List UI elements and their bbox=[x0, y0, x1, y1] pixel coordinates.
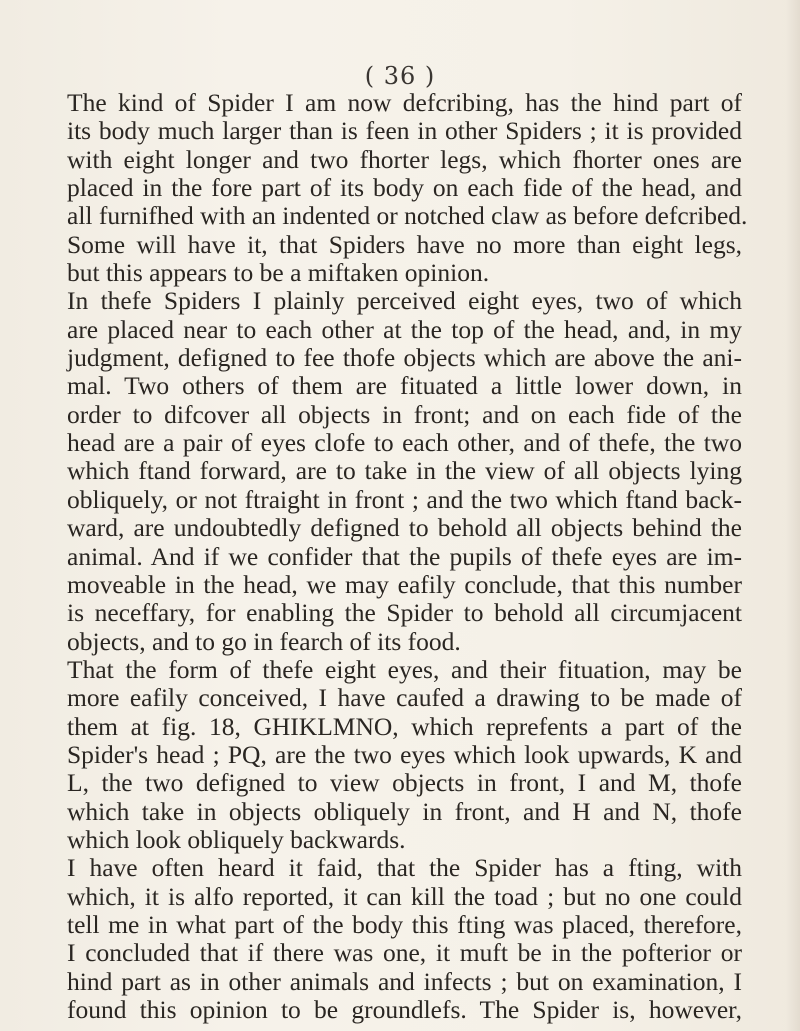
text-line: head are a pair of eyes clofe to each other, and of thefe, the two bbox=[67, 428, 742, 458]
text-line: I concluded that if there was one, it muft be in the pofterior or bbox=[67, 938, 742, 968]
text-line: which take in objects obliquely in front, and H and N, thofe bbox=[67, 796, 742, 826]
text-line: are placed near to each other at the top of the head, and, in my bbox=[67, 314, 742, 344]
text-line: tell me in what part of the body this fting was placed, therefore, bbox=[67, 909, 742, 939]
text-line: them at fig. 18, GHIKLMNO, which reprefents a part of the bbox=[67, 711, 742, 741]
text-line: L, the two defigned to view objects in front, I and M, thofe bbox=[67, 768, 742, 798]
text-line: placed in the fore part of its body on each fide of the head, and bbox=[67, 173, 742, 203]
text-line: order to difcover all objects in front; and on each fide of the bbox=[67, 399, 742, 429]
text-line: all furnifhed with an indented or notched claw as before defcribed. bbox=[67, 201, 748, 231]
text-line: more eafily conceived, I have caufed a drawing to be made of bbox=[67, 683, 742, 713]
text-line: That the form of thefe eight eyes, and their fituation, may be bbox=[67, 654, 742, 684]
text-line: which look obliquely backwards. bbox=[67, 824, 406, 854]
text-line: animal. And if we confider that the pupils of thefe eyes are im- bbox=[67, 541, 742, 571]
text-line: with eight longer and two fhorter legs, which fhorter ones are bbox=[67, 144, 742, 174]
text-line: but this appears to be a miftaken opinion. bbox=[67, 258, 490, 288]
text-line: The kind of Spider I am now defcribing, has the hind part of bbox=[67, 88, 742, 117]
text-line: its body much larger than is feen in other Spiders ; it is provided bbox=[67, 116, 742, 146]
text-line: Some will have it, that Spiders have no more than eight legs, bbox=[67, 229, 742, 259]
text-line: Spider's head ; PQ, are the two eyes which look upwards, K and bbox=[67, 739, 742, 769]
text-line: hind part as in other animals and infects ; but on examination, I bbox=[67, 966, 742, 996]
text-line: judgment, defigned to fee thofe objects which are above the ani- bbox=[67, 343, 742, 373]
text-line: mal. Two others of them are fituated a little lower down, in bbox=[67, 371, 742, 401]
text-line: which ftand forward, are to take in the view of all objects lying bbox=[67, 456, 742, 486]
text-line: In thefe Spiders I plainly perceived eight eyes, two of which bbox=[67, 286, 742, 316]
text-line: is neceffary, for enabling the Spider to behold all circumjacent bbox=[67, 598, 742, 628]
text-line: which, it is alfo reported, it can kill the toad ; but no one could bbox=[67, 881, 742, 911]
text-line: ward, are undoubtedly defigned to behold all objects behind the bbox=[67, 513, 742, 543]
text-line: obliquely, or not ftraight in front ; and the two which ftand back- bbox=[67, 484, 742, 514]
text-line: objects, and to go in fearch of its food. bbox=[67, 626, 461, 656]
text-line: moveable in the head, we may eafily conclude, that this number bbox=[67, 569, 742, 599]
text-line: I have often heard it faid, that the Spider has a fting, with bbox=[67, 853, 742, 883]
page-number: ( 36 ) bbox=[364, 62, 436, 90]
text-line: found this opinion to be groundlefs. The Spider is, however, bbox=[67, 995, 742, 1024]
